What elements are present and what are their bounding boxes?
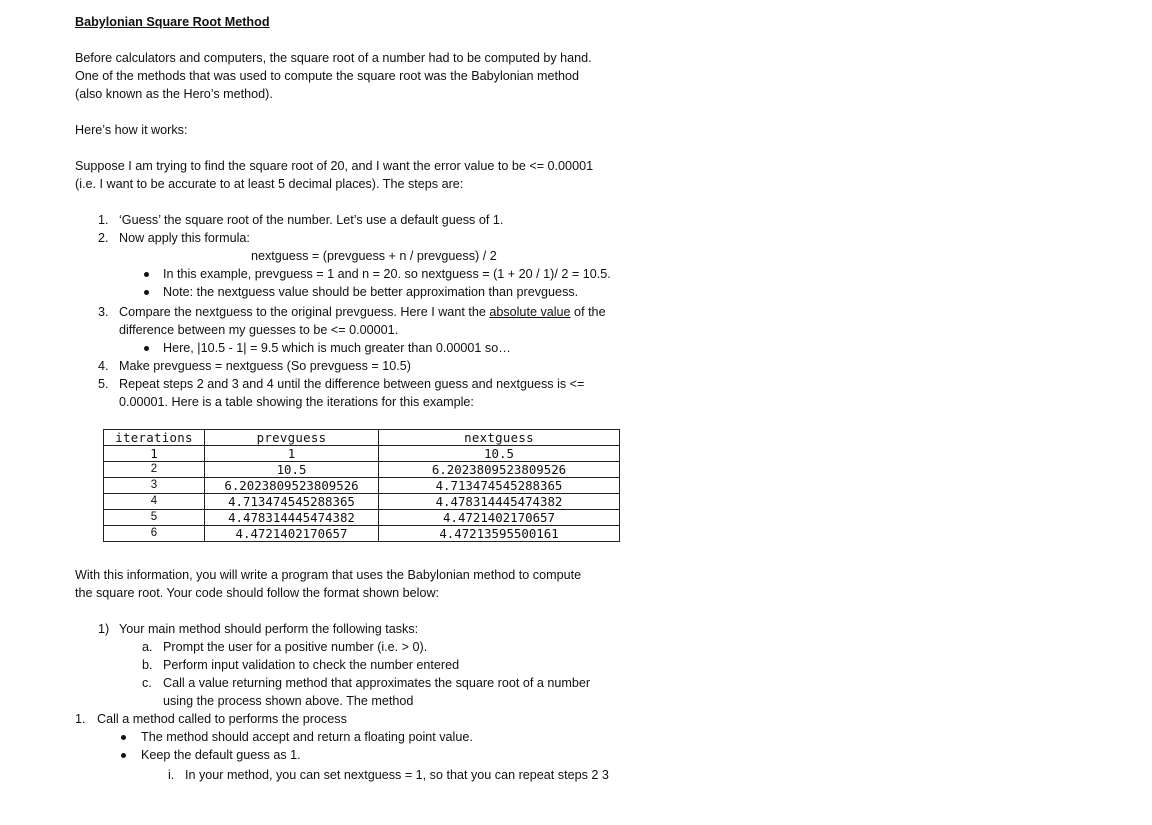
step-1-text: ‘Guess’ the square root of the number. Let’s use a default guess of 1. [119,213,504,227]
task-c-letter: c. [142,676,152,690]
bullet-dot [121,753,126,758]
task-c-line-2: using the process shown above. The method [163,694,414,708]
intro-line-3: (also known as the Hero’s method). [75,87,273,101]
cell-iteration: 3 [104,478,205,494]
step-2-bullet-2: Note: the nextguess value should be better approximation than prevguess. [163,285,579,299]
cell-prevguess: 4.713474545288365 [205,494,379,510]
suppose-line-1: Suppose I am trying to find the square root of 20, and I want the error value to be <= 0.00001 [75,159,594,173]
task-c-line-1: Call a value returning method that approximates the square root of a number [163,676,591,690]
table-row [104,446,620,462]
table-row [104,462,620,478]
step-5-number: 5. [98,377,109,391]
cell-iteration: 4 [104,494,205,510]
cell-nextguess: 10.5 [379,446,620,462]
cell-nextguess: 4.478314445474382 [379,494,620,510]
task-a-text: Prompt the user for a positive number (i.e. > 0). [163,640,428,654]
method-sub-i-number: i. [168,768,175,782]
formula: nextguess = (prevguess + n / prevguess) / 2 [251,249,497,263]
step-3-text-b: of the [570,305,606,319]
step-4-text: Make prevguess = nextguess (So prevguess = 10.5) [119,359,411,373]
header-iterations: iterations [104,430,205,446]
method-bullet-2: Keep the default guess as 1. [141,748,301,762]
step-3-line-2: difference between my guesses to be <= 0.00001. [119,323,399,337]
bullet-dot [121,735,126,740]
how-it-works-heading: Here’s how it works: [75,123,188,137]
step-2-text: Now apply this formula: [119,231,250,245]
step-1-number: 1. [98,213,109,227]
bullet-dot [144,346,149,351]
task-b-text: Perform input validation to check the number entered [163,658,460,672]
method-1-number: 1. [75,712,86,726]
cell-prevguess: 4.478314445474382 [205,510,379,526]
cell-iteration: 2 [104,462,205,478]
intro-line-1: Before calculators and computers, the square root of a number had to be computed by hand. [75,51,592,65]
iterations-table [103,429,620,542]
step-2-bullet-1: In this example, prevguess = 1 and n = 20. so nextguess = (1 + 20 / 1)/ 2 = 10.5. [163,267,611,281]
table-header-row [104,430,620,446]
table-row [104,478,620,494]
absolute-value-link[interactable]: absolute value [489,305,571,319]
method-1-text: Call a method called to performs the process [97,712,347,726]
task-a-letter: a. [142,640,153,654]
suppose-line-2: (i.e. I want to be accurate to at least 5 decimal places). The steps are: [75,177,464,191]
table-row [104,494,620,510]
task-1-text: Your main method should perform the following tasks: [119,622,419,636]
document-title: Babylonian Square Root Method [75,15,270,29]
step-3-text-a: Compare the nextguess to the original prevguess. Here I want the [119,305,490,319]
bullet-dot [144,272,149,277]
task-b-letter: b. [142,658,153,672]
step-4-number: 4. [98,359,109,373]
step-5-line-2: 0.00001. Here is a table showing the iterations for this example: [119,395,474,409]
header-nextguess: nextguess [379,430,620,446]
cell-nextguess: 4.47213595500161 [379,526,620,542]
cell-nextguess: 4.713474545288365 [379,478,620,494]
cell-iteration: 1 [104,446,205,462]
cell-prevguess: 6.2023809523809526 [205,478,379,494]
table-row [104,510,620,526]
table-row [104,526,620,542]
cell-iteration: 5 [104,510,205,526]
info-line-2: the square root. Your code should follow the format shown below: [75,586,440,600]
bullet-dot [144,290,149,295]
intro-line-2: One of the methods that was used to compute the square root was the Babylonian method [75,69,580,83]
header-prevguess: prevguess [205,430,379,446]
step-3-line-1 [119,303,606,321]
step-3-number: 3. [98,305,109,319]
cell-prevguess: 1 [205,446,379,462]
info-line-1: With this information, you will write a program that uses the Babylonian method to compute [75,568,582,582]
method-sub-i-text: In your method, you can set nextguess = 1, so that you can repeat steps 2 3 [185,768,609,782]
method-bullet-1: The method should accept and return a floating point value. [141,730,473,744]
step-5-line-1: Repeat steps 2 and 3 and 4 until the difference between guess and nextguess is <= [119,377,585,391]
cell-nextguess: 4.4721402170657 [379,510,620,526]
cell-nextguess: 6.2023809523809526 [379,462,620,478]
cell-prevguess: 4.4721402170657 [205,526,379,542]
task-1-number: 1) [98,622,110,636]
step-3-bullet-1: Here, |10.5 - 1| = 9.5 which is much greater than 0.00001 so… [163,341,511,355]
cell-prevguess: 10.5 [205,462,379,478]
step-2-number: 2. [98,231,109,245]
cell-iteration: 6 [104,526,205,542]
